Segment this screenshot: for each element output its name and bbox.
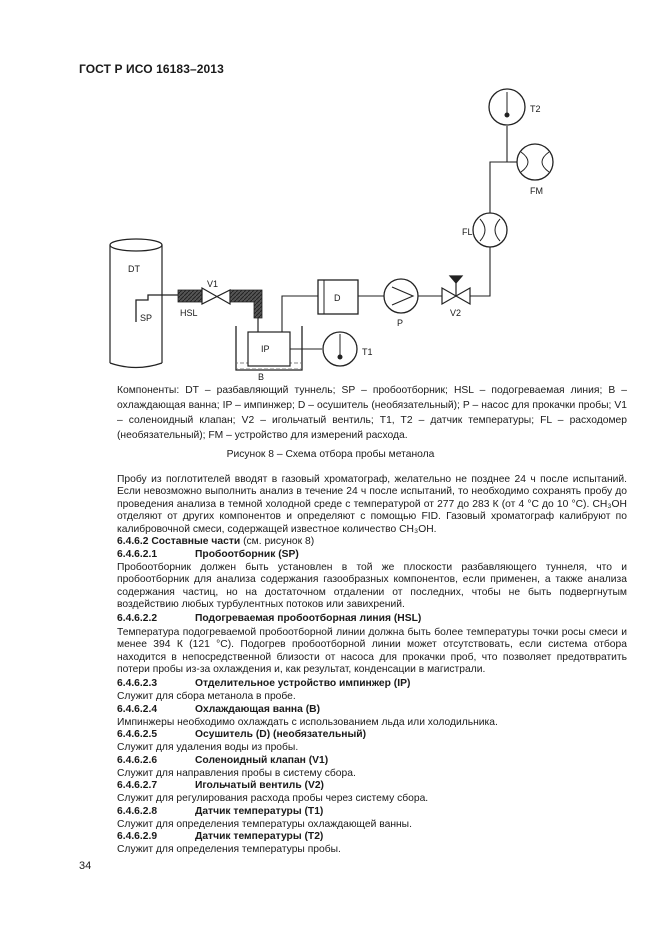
label-v1: V1 bbox=[207, 279, 219, 289]
heated-line-hsl bbox=[178, 290, 202, 302]
section-6-4-6-2-3-body: Служит для сбора метанола в пробе. bbox=[117, 691, 296, 702]
section-6-4-6-2-9-heading bbox=[117, 831, 627, 843]
section-6-4-6-2-2-body: Температура подогреваемой пробоотборной линии должна быть более температуры точки росы смеси и менее 394 К (121 °С). Подогрев пробоотборной линии может отсутствовать, если система отбора находится в непосредственной близости от насоса для прокачки проб, что позволяет предотвратить потери пробы из-за охлаждения и, как результат, конденсации в магистрали. bbox=[117, 627, 627, 676]
label-t2: T2 bbox=[530, 104, 541, 114]
label-hsl: HSL bbox=[180, 308, 198, 318]
page-number: 34 bbox=[79, 860, 92, 872]
flow-measuring-device-fm bbox=[510, 144, 553, 180]
label-sp: SP bbox=[140, 313, 153, 323]
section-6-4-6-2-7-body: Служит для регулирования расхода пробы через систему сбора. bbox=[117, 793, 429, 804]
section-number: 6.4.6.2.8 bbox=[117, 806, 158, 817]
section-6-4-6-2-3-heading bbox=[117, 678, 627, 690]
section-title: Осушитель (D) (необязательный) bbox=[195, 729, 367, 740]
section-title: Охлаждающая ванна (B) bbox=[195, 704, 321, 715]
section-title: Соленоидный клапан (V1) bbox=[195, 755, 329, 766]
section-6-4-6-2-6-heading bbox=[117, 755, 627, 767]
section-title: Отделительное устройство импинжер (IP) bbox=[195, 678, 411, 689]
section-6-4-6-2-5-body: Служит для удаления воды из пробы. bbox=[117, 742, 299, 753]
section-number: 6.4.6.2.5 bbox=[117, 729, 158, 740]
section-6-4-6-2-1-body: Пробоотборник должен быть установлен в той же плоскости разбавляющего туннеля, что и пробоотборник для анализа содержания газообразных компонентов, если применен, а также анализа содержания частиц, но на достаточном отдалении от последних, чтобы не быть подвергнутым воздействию любых турбулентных потоков или завихрений. bbox=[117, 562, 627, 611]
section-6-4-6-2 bbox=[117, 536, 627, 548]
sampling-scheme-diagram bbox=[0, 0, 661, 380]
section-number: 6.4.6.2.1 bbox=[117, 549, 158, 560]
pump-p bbox=[384, 279, 418, 313]
section-title: Датчик температуры (T2) bbox=[195, 831, 324, 842]
section-number: 6.4.6.2.9 bbox=[117, 831, 158, 842]
flowmeter-fl bbox=[473, 213, 507, 247]
section-title: Датчик температуры (T1) bbox=[195, 806, 324, 817]
label-fl: FL bbox=[462, 227, 473, 237]
label-v2: V2 bbox=[450, 308, 462, 318]
label-p: P bbox=[397, 318, 404, 328]
label-t1: T1 bbox=[362, 347, 373, 357]
section-number: 6.4.6.2.4 bbox=[117, 704, 158, 715]
section-6-4-6-2-5-heading bbox=[117, 729, 627, 741]
section-6-4-6-2-4-heading bbox=[117, 704, 627, 716]
section-title: Пробоотборник (SP) bbox=[195, 549, 299, 560]
section-title: Составные части bbox=[151, 536, 241, 547]
temperature-sensor-t1 bbox=[323, 332, 357, 366]
heated-elbow bbox=[230, 290, 262, 318]
label-ip: IP bbox=[261, 344, 270, 354]
intro-paragraph bbox=[117, 474, 627, 536]
section-6-4-6-2-4-body: Импинжеры необходимо охлаждать с использованием льда или холодильника. bbox=[117, 717, 498, 728]
section-6-4-6-2-6-body: Служит для направления пробы в систему сбора. bbox=[117, 768, 356, 779]
section-number: 6.4.6.2.6 bbox=[117, 755, 158, 766]
needle-valve-v2 bbox=[442, 276, 470, 304]
label-fm: FM bbox=[530, 186, 543, 196]
section-number: 6.4.6.2.7 bbox=[117, 780, 158, 791]
section-number: 6.4.6.2.2 bbox=[117, 613, 158, 624]
solenoid-valve-v1 bbox=[202, 288, 230, 304]
document-header: ГОСТ Р ИСО 16183–2013 bbox=[79, 62, 224, 76]
section-6-4-6-2-2-heading bbox=[117, 613, 627, 625]
section-6-4-6-2-9-body: Служит для определения температуры пробы. bbox=[117, 844, 341, 855]
intro-text: Пробу из поглотителей вводят в газовый хроматограф, желательно не позднее 24 ч после испытаний. Если невозможно выполнить анализ в течение 24 ч после испытаний, то необходимо сохранять пробу до проведения анализа в темной холодной среде с температурой от 277 до 283 К (от 4 °С до 10 °С). CH₃OH отделяют от других компонентов и определяют с помощью FID. Газовый хроматограф калибруют по калибровочной смеси, содержащей известное количество CH₃OH. bbox=[117, 474, 627, 535]
label-b: B bbox=[258, 372, 265, 380]
section-number: 6.4.6.2 bbox=[117, 536, 149, 547]
section-6-4-6-2-8-body: Служит для определения температуры охлаждающей ванны. bbox=[117, 819, 412, 830]
section-6-4-6-2-1-heading bbox=[117, 549, 627, 561]
figure-caption: Рисунок 8 – Схема отбора пробы метанола bbox=[226, 449, 435, 460]
section-6-4-6-2-7-heading bbox=[117, 780, 627, 792]
label-dt: DT bbox=[128, 264, 140, 274]
section-ref: (см. рисунок 8) bbox=[243, 536, 315, 547]
section-number: 6.4.6.2.3 bbox=[117, 678, 158, 689]
temperature-sensor-t2 bbox=[489, 89, 525, 125]
figure-legend: Компоненты: DT – разбавляющий туннель; SP – пробоотборник; HSL – подогреваемая линия; B – охлаждающая ванна; IP – импинжер; D – осушитель (необязательный); P – насос для прокачки пробы; V1 – соленоидный клапан; V2 – игольчатый вентиль; T1, T2 – датчик температуры; FL – расходомер (необязательный); FM – устройство для измерений расхода. bbox=[117, 385, 627, 441]
section-title: Подогреваемая пробоотборная линия (HSL) bbox=[195, 613, 422, 624]
label-d: D bbox=[334, 293, 341, 303]
section-6-4-6-2-8-heading bbox=[117, 806, 627, 818]
section-title: Игольчатый вентиль (V2) bbox=[195, 780, 324, 791]
